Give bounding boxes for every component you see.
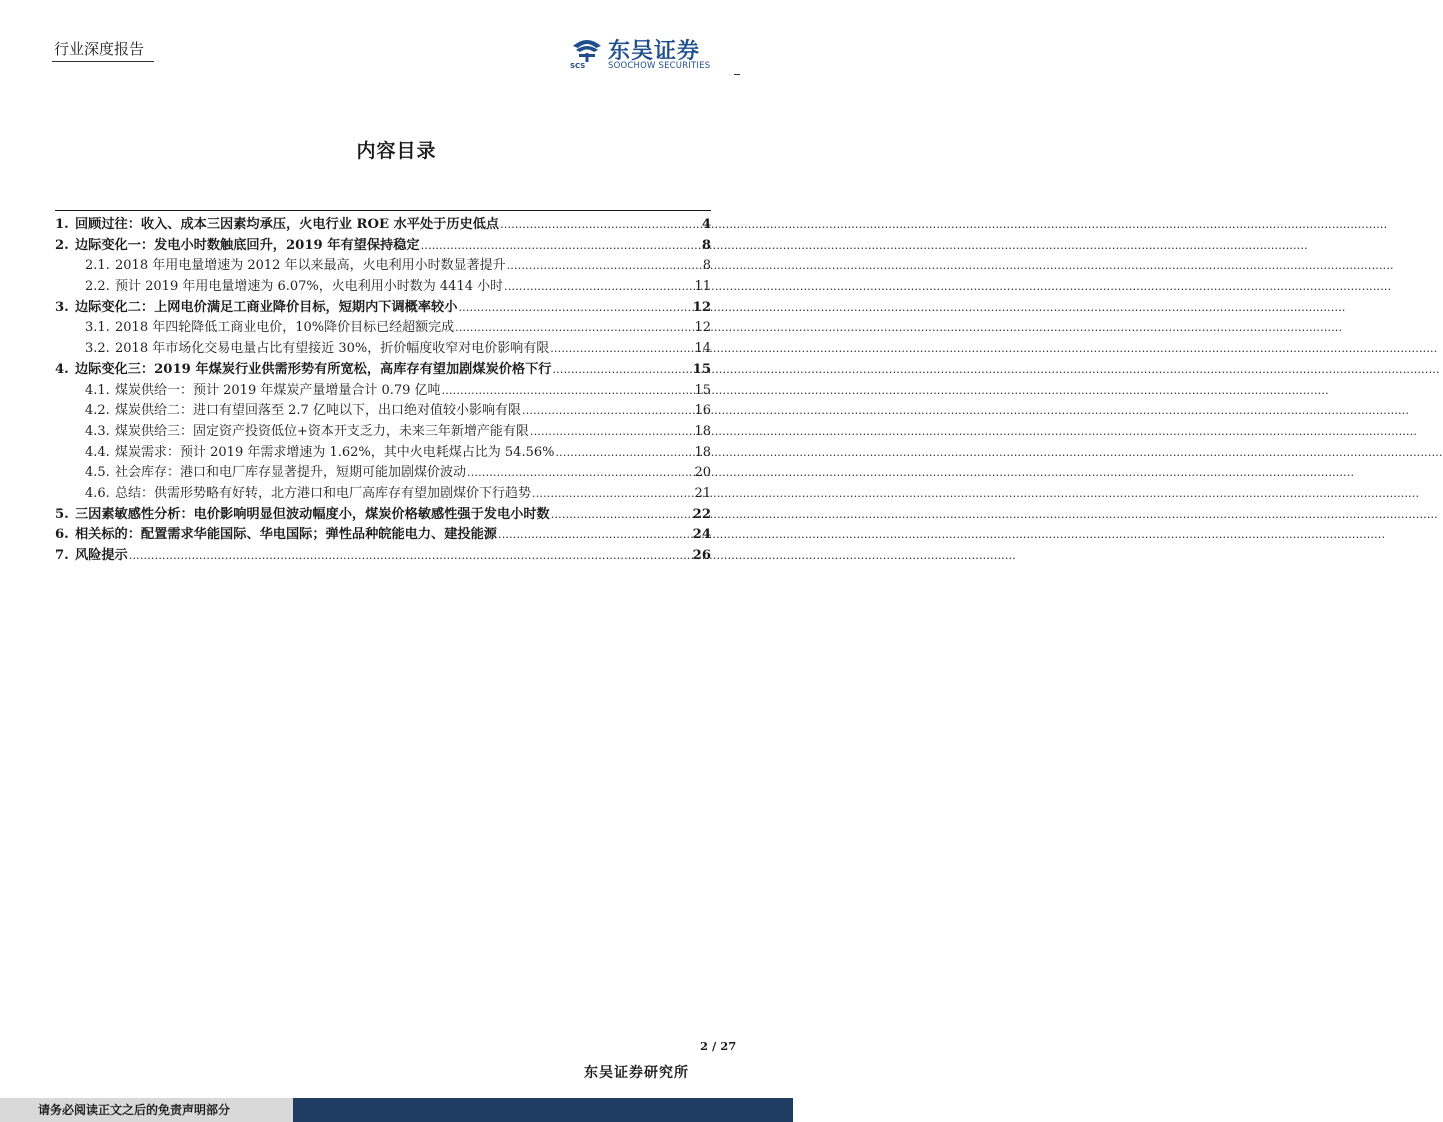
toc-entry[interactable] — [55, 296, 711, 317]
toc-entry-page: 24 — [692, 527, 711, 543]
toc-entry-title: 煤炭供给二：进口有望回落至 2.7 亿吨以下，出口绝对值较小影响有限 — [115, 403, 521, 419]
toc-dot-leader — [498, 527, 690, 542]
toc-entry[interactable] — [55, 379, 711, 400]
institute-name: 东吴证券研究所 — [584, 1065, 689, 1081]
toc-entry-title: 2018 年四轮降低工商业电价，10%降价目标已经超额完成 — [115, 320, 455, 336]
toc-entry-page: 18 — [694, 444, 711, 460]
toc-entry-page: 11 — [694, 279, 711, 295]
toc-entry-title: 2018 年用电量增速为 2012 年以来最高，火电利用小时数显著提升 — [115, 258, 506, 274]
toc-top-rule — [55, 210, 711, 211]
toc-entry-number: 4.3. — [85, 423, 110, 439]
header-corner-dash — [734, 74, 740, 75]
toc-entry-number: 3.2. — [85, 341, 110, 357]
toc-entry[interactable] — [55, 420, 711, 441]
toc-entry-title: 煤炭供给三：固定资产投资低位+资本开支乏力，未来三年新增产能有限 — [115, 423, 529, 439]
footer-brand-bar — [293, 1098, 793, 1122]
toc-dot-leader — [530, 424, 692, 439]
toc-entry[interactable] — [55, 503, 711, 524]
table-of-contents — [55, 213, 711, 565]
toc-entry-title: 2018 年市场化交易电量占比有望接近 30%，折价幅度收窄对电价影响有限 — [115, 341, 550, 357]
report-type-label: 行业深度报告 — [54, 40, 145, 58]
toc-dot-leader — [458, 300, 689, 315]
toc-entry[interactable] — [55, 234, 711, 255]
toc-entry-page: 4 — [701, 217, 711, 232]
toc-entry-number: 2. — [55, 237, 69, 253]
toc-entry[interactable] — [55, 544, 711, 565]
toc-entry-page: 15 — [692, 361, 711, 377]
toc-entry-title: 边际变化二：上网电价满足工商业降价目标，短期内下调概率较小 — [75, 299, 458, 315]
toc-dot-leader — [455, 320, 691, 335]
toc-entry-page: 22 — [692, 506, 711, 522]
toc-dot-leader — [500, 217, 699, 232]
toc-entry[interactable] — [55, 399, 711, 420]
toc-entry-title: 煤炭供给一：预计 2019 年煤炭产量增量合计 0.79 亿吨 — [115, 382, 441, 398]
toc-entry-title: 回顾过往：收入、成本三因素均承压，火电行业 ROE 水平处于历史低点 — [75, 217, 500, 232]
toc-entry[interactable] — [55, 316, 711, 337]
toc-entry-title: 风险提示 — [75, 548, 128, 563]
toc-entry-title: 社会库存：港口和电厂库存显著提升，短期可能加剧煤价波动 — [115, 465, 467, 481]
toc-entry-number: 6. — [55, 527, 69, 543]
toc-entry-page: 14 — [694, 341, 711, 357]
toc-dot-leader — [555, 445, 691, 460]
toc-entry-number: 4.1. — [85, 382, 110, 398]
toc-entry[interactable] — [55, 358, 711, 379]
toc-dot-leader — [551, 507, 690, 522]
toc-entry[interactable] — [55, 523, 711, 544]
toc-dot-leader — [532, 486, 691, 501]
disclaimer-text: 请务必阅读正文之后的免责声明部分 — [38, 1103, 231, 1117]
toc-entry[interactable] — [55, 441, 711, 462]
toc-entry-page: 8 — [701, 237, 711, 253]
toc-entry-number: 4.4. — [85, 444, 110, 460]
toc-entry-title: 边际变化一：发电小时数触底回升，2019 年有望保持稳定 — [75, 237, 420, 253]
toc-entry-title: 边际变化三：2019 年煤炭行业供需形势有所宽松，高库存有望加剧煤炭价格下行 — [75, 361, 552, 377]
toc-entry-page: 12 — [692, 299, 711, 315]
toc-entry-number: 4.2. — [85, 403, 110, 419]
toc-entry[interactable] — [55, 254, 711, 275]
toc-dot-leader — [129, 548, 690, 563]
toc-entry-title: 煤炭需求：预计 2019 年需求增速为 1.62%，其中火电耗煤占比为 54.56% — [115, 444, 555, 460]
toc-dot-leader — [552, 362, 689, 377]
toc-entry[interactable] — [55, 461, 711, 482]
toc-entry-page: 20 — [694, 465, 711, 481]
toc-title: 内容目录 — [356, 140, 437, 162]
toc-entry-page: 18 — [694, 423, 711, 439]
toc-entry-title: 三因素敏感性分析：电价影响明显但波动幅度小，煤炭价格敏感性强于发电小时数 — [75, 506, 550, 522]
toc-entry-number: 2.2. — [85, 279, 110, 295]
toc-dot-leader — [442, 383, 692, 398]
toc-entry-number: 3. — [55, 299, 69, 315]
disclaimer-bar — [0, 1098, 293, 1122]
toc-dot-leader — [421, 238, 699, 253]
toc-entry-number: 2.1. — [85, 258, 110, 274]
toc-entry-number: 7. — [55, 548, 69, 563]
toc-entry-title: 预计 2019 年用电量增速为 6.07%，火电利用小时数为 4414 小时 — [115, 279, 504, 295]
toc-entry[interactable] — [55, 213, 711, 234]
toc-entry-page: 26 — [692, 548, 711, 563]
toc-entry-number: 4.6. — [85, 485, 110, 501]
toc-entry-title: 总结：供需形势略有好转，北方港口和电厂高库存有望加剧煤价下行趋势 — [115, 485, 532, 501]
header-underline — [52, 61, 154, 62]
toc-dot-leader — [507, 258, 700, 273]
toc-dot-leader — [467, 465, 691, 480]
toc-entry-number: 3.1. — [85, 320, 110, 336]
toc-entry-page: 21 — [694, 485, 711, 501]
toc-entry-number: 1. — [55, 217, 69, 232]
logo-english-name: SOOCHOW SECURITIES — [608, 61, 711, 71]
toc-entry-page: 15 — [694, 382, 711, 398]
toc-entry-page: 12 — [694, 320, 711, 336]
toc-entry[interactable] — [55, 337, 711, 358]
toc-dot-leader — [522, 403, 692, 418]
toc-dot-leader — [504, 279, 691, 294]
toc-entry-number: 4.5. — [85, 465, 110, 481]
logo-chinese-name: 东吴证券 — [608, 39, 701, 64]
page-number: 2 / 27 — [700, 1039, 737, 1053]
toc-entry-number: 5. — [55, 506, 69, 522]
toc-entry-page: 16 — [694, 403, 711, 419]
company-logo — [570, 34, 740, 74]
toc-entry[interactable] — [55, 482, 711, 503]
toc-entry-title: 相关标的：配置需求华能国际、华电国际；弹性品种皖能电力、建投能源 — [75, 527, 497, 543]
toc-entry-number: 4. — [55, 361, 69, 377]
toc-dot-leader — [550, 341, 691, 356]
logo-abbreviation: SCS — [570, 62, 586, 70]
toc-entry[interactable] — [55, 275, 711, 296]
toc-entry-page: 8 — [702, 258, 711, 274]
